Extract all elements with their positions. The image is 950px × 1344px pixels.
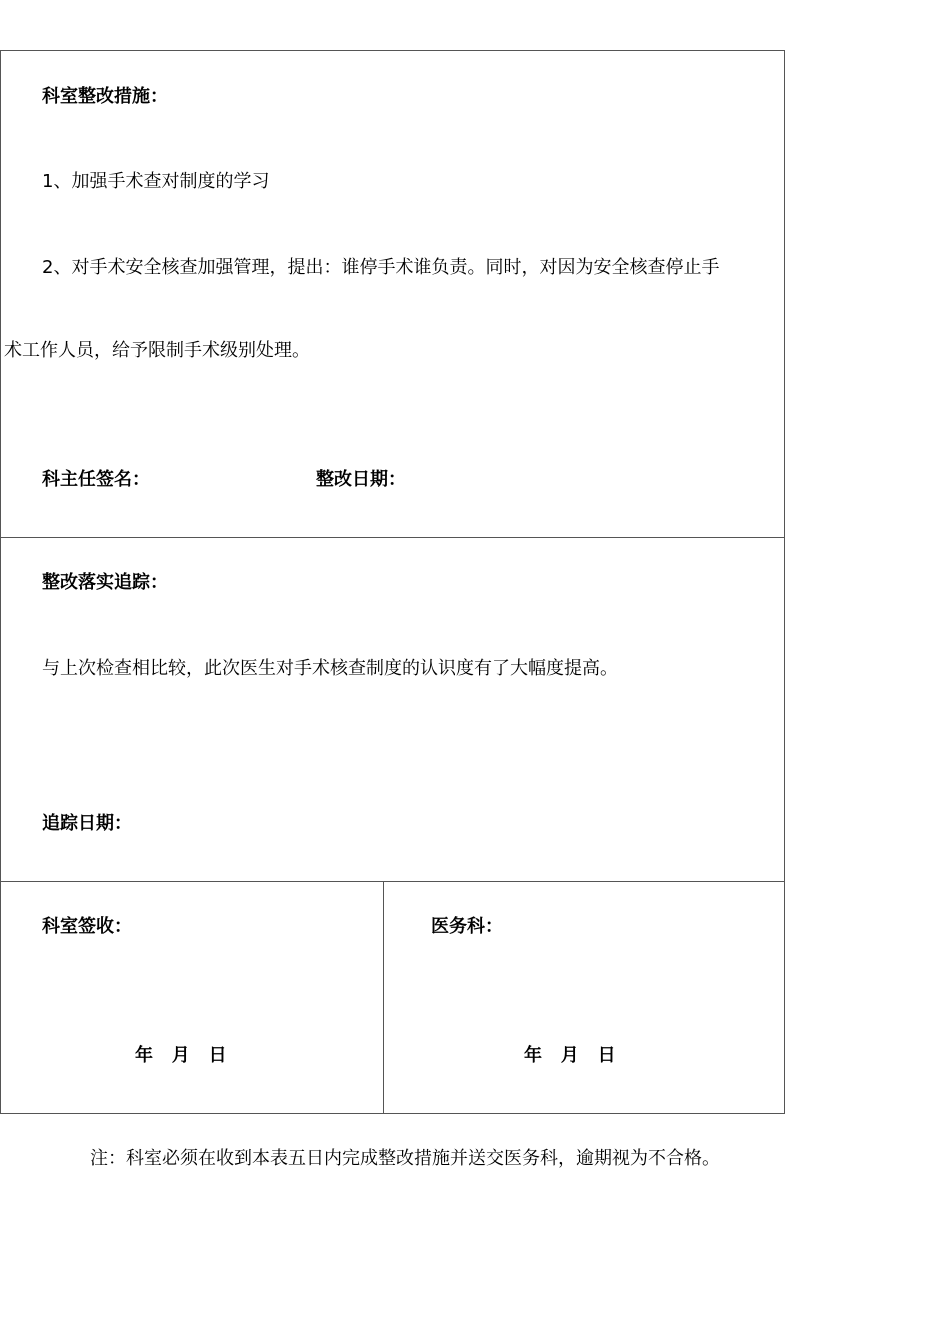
medical-affairs-date: 年 月 日: [524, 1045, 616, 1066]
rectification-form: [0, 50, 785, 1114]
tracking-heading: 整改落实追踪：: [42, 572, 168, 593]
tracking-date-label: 追踪日期：: [42, 813, 132, 834]
tracking-content: 与上次检查相比较，此次医生对手术核查制度的认识度有了大幅度提高。: [42, 658, 618, 679]
footnote: 注：科室必须在收到本表五日内完成整改措施并送交医务科，逾期视为不合格。: [90, 1148, 720, 1169]
tracking-section: [1, 538, 784, 882]
measures-item-1: 1、加强手术查对制度的学习: [42, 171, 270, 192]
medical-affairs-label: 医务科：: [431, 916, 503, 937]
dept-receipt-label: 科室签收：: [42, 916, 132, 937]
medical-affairs-cell: [384, 882, 784, 1113]
director-sign-label: 科主任签名：: [42, 469, 150, 490]
signoff-section: [1, 882, 784, 1113]
measures-item-2-line-2: 术工作人员，给予限制手术级别处理。: [4, 340, 310, 361]
dept-receipt-date: 年 月 日: [135, 1045, 227, 1066]
measures-section: [1, 51, 784, 538]
measures-heading: 科室整改措施：: [42, 86, 168, 107]
dept-receipt-cell: [1, 882, 384, 1113]
rectify-date-label: 整改日期：: [316, 469, 406, 490]
measures-item-2-line-1: 2、对手术安全核查加强管理，提出：谁停手术谁负责。同时，对因为安全核查停止手: [42, 257, 720, 278]
